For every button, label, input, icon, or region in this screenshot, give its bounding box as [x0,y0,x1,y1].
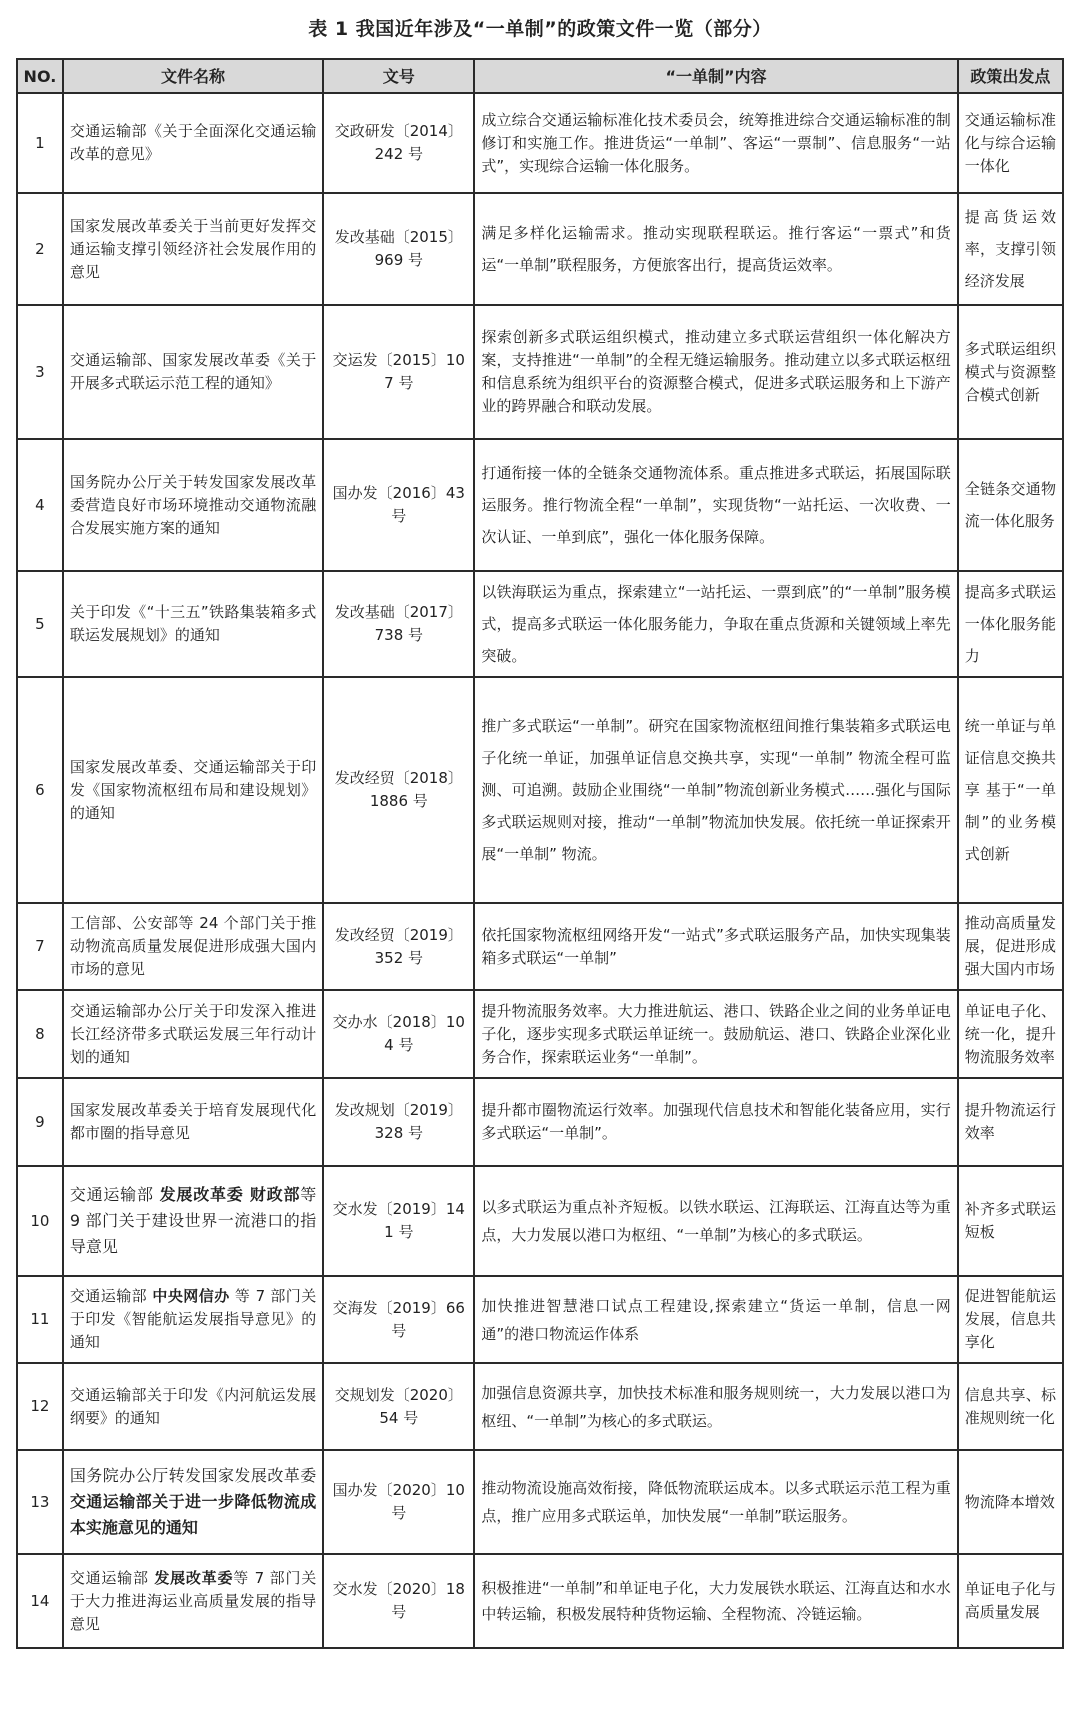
row-name: 国家发展改革委、交通运输部关于印发《国家物流枢纽布局和建设规划》的通知 [63,677,323,903]
row-basis: 信息共享、标准规则统一化 [958,1363,1063,1450]
row-basis: 促进智能航运发展，信息共享化 [958,1276,1063,1363]
row-no: 8 [17,990,63,1078]
row-basis: 推动高质量发展，促进形成强大国内市场 [958,903,1063,990]
row-basis: 补齐多式联运短板 [958,1166,1063,1276]
row-name [63,1276,323,1363]
row-content: 满足多样化运输需求。推动实现联程联运。推行客运“一票式”和货运“一单制”联程服务，方便旅客出行，提高货运效率。 [474,193,957,305]
header-name: 文件名称 [63,59,323,93]
policy-table [16,58,1064,1649]
row-number: 发改经贸〔2019〕352 号 [323,903,474,990]
row-name: 工信部、公安部等 24 个部门关于推动物流高质量发展促进形成强大国内市场的意见 [63,903,323,990]
row-number: 交水发〔2019〕141 号 [323,1166,474,1276]
row-basis: 提高多式联运一体化服务能力 [958,571,1063,677]
row-name-strong: 中央网信办 [152,1287,230,1305]
row-name: 国家发展改革委关于培育发展现代化都市圈的指导意见 [63,1078,323,1166]
row-no: 14 [17,1554,63,1648]
row-name-part: 交通运输部 [69,1568,155,1587]
header-basis: 政策出发点 [958,59,1063,93]
row-number: 交规划发〔2020〕54 号 [323,1363,474,1450]
row-name-part: 国务院办公厅转发国家发展改革委 [69,1466,317,1485]
row-basis: 交通运输标准化与综合运输一体化 [958,93,1063,193]
row-no: 3 [17,305,63,439]
row-number: 交运发〔2015〕107 号 [323,305,474,439]
row-number: 发改规划〔2019〕328 号 [323,1078,474,1166]
row-content: 提升物流服务效率。大力推进航运、港口、铁路企业之间的业务单证电子化，逐步实现多式联运单证统一。鼓励航运、港口、铁路企业深化业务合作，探索联运业务“一单制”。 [474,990,957,1078]
row-name [63,1554,323,1648]
table-row [17,1166,1063,1276]
row-name-part: 交通运输部 [69,1287,153,1305]
row-content: 提升都市圈物流运行效率。加强现代信息技术和智能化装备应用，实行多式联运“一单制”。 [474,1078,957,1166]
row-number: 交政研发〔2014〕242 号 [323,93,474,193]
table-row [17,1450,1063,1554]
row-number: 发改基础〔2017〕738 号 [323,571,474,677]
row-basis: 物流降本增效 [958,1450,1063,1554]
row-basis: 单证电子化与高质量发展 [958,1554,1063,1648]
row-no: 6 [17,677,63,903]
row-number: 国办发〔2016〕43 号 [323,439,474,571]
row-name-part: 交通运输部 [69,1185,160,1204]
table-row [17,1554,1063,1648]
table-row [17,439,1063,571]
row-basis: 统一单证与单证信息交换共享 基于“一单制”的业务模式创新 [958,677,1063,903]
row-name: 交通运输部办公厅关于印发深入推进长江经济带多式联运发展三年行动计划的通知 [63,990,323,1078]
row-no: 1 [17,93,63,193]
row-no: 9 [17,1078,63,1166]
row-basis: 提高货运效率，支撑引领经济发展 [958,193,1063,305]
row-content: 推广多式联运“一单制”。研究在国家物流枢纽间推行集装箱多式联运电子化统一单证，加强单证信息交换共享，实现“一单制” 物流全程可监测、可追溯。鼓励企业围绕“一单制”物流创新业务模式……强化与国际多式联运规则对接，推动“一单制”物流加快发展。依托统一单证探索开展“一单制” 物流。 [474,677,957,903]
row-content: 加强信息资源共享，加快技术标准和服务规则统一，大力发展以港口为枢纽、“一单制”为核心的多式联运。 [474,1363,957,1450]
row-content: 以多式联运为重点补齐短板。以铁水联运、江海联运、江海直达等为重点，大力发展以港口为枢纽、“一单制”为核心的多式联运。 [474,1166,957,1276]
row-no: 13 [17,1450,63,1554]
row-name: 关于印发《“十三五”铁路集装箱多式联运发展规划》的通知 [63,571,323,677]
table-row [17,193,1063,305]
table-row [17,990,1063,1078]
row-no: 7 [17,903,63,990]
row-no: 10 [17,1166,63,1276]
table-header-row [17,59,1063,93]
row-name-strong: 发展改革委 财政部 [159,1185,301,1204]
row-name-part: 等 7 部门关于大力推进海运业高质量发展的指导意见 [69,1568,317,1633]
row-number: 交办水〔2018〕104 号 [323,990,474,1078]
header-number: 文号 [323,59,474,93]
row-content: 依托国家物流枢纽网络开发“一站式”多式联运服务产品，加快实现集装箱多式联运“一单制” [474,903,957,990]
row-name: 交通运输部关于印发《内河航运发展纲要》的通知 [63,1363,323,1450]
table-row [17,903,1063,990]
header-no: NO. [17,59,63,93]
row-content: 打通衔接一体的全链条交通物流体系。重点推进多式联运，拓展国际联运服务。推行物流全程“一单制”，实现货物“一站托运、一次收费、一次认证、一单到底”，强化一体化服务保障。 [474,439,957,571]
row-number: 发改经贸〔2018〕1886 号 [323,677,474,903]
row-basis: 全链条交通物流一体化服务 [958,439,1063,571]
row-basis: 多式联运组织模式与资源整合模式创新 [958,305,1063,439]
table-row [17,1363,1063,1450]
row-content: 探索创新多式联运组织模式，推动建立多式联运营组织一体化解决方案，支持推进“一单制”的全程无缝运输服务。推动建立以多式联运枢纽和信息系统为组织平台的资源整合模式，促进多式联运服务和上下游产业的跨界融合和联动发展。 [474,305,957,439]
row-basis: 提升物流运行效率 [958,1078,1063,1166]
row-name: 交通运输部《关于全面深化交通运输改革的意见》 [63,93,323,193]
row-basis: 单证电子化、统一化，提升物流服务效率 [958,990,1063,1078]
row-content: 加快推进智慧港口试点工程建设,探索建立“货运一单制，信息一网通”的港口物流运作体系 [474,1276,957,1363]
row-name [63,1166,323,1276]
row-no: 5 [17,571,63,677]
row-no: 12 [17,1363,63,1450]
row-number: 交海发〔2019〕66 号 [323,1276,474,1363]
row-name: 交通运输部、国家发展改革委《关于开展多式联运示范工程的通知》 [63,305,323,439]
row-no: 4 [17,439,63,571]
row-name [63,1450,323,1554]
row-number: 发改基础〔2015〕969 号 [323,193,474,305]
row-no: 2 [17,193,63,305]
table-row [17,305,1063,439]
row-name-part: 等 9 部门关于建设世界一流港口的指导意见 [69,1185,317,1256]
row-name: 国务院办公厅关于转发国家发展改革委营造良好市场环境推动交通物流融合发展实施方案的通知 [63,439,323,571]
table-title: 表 1 我国近年涉及“一单制”的政策文件一览（部分） [308,18,772,40]
row-name-part: 等 7 部门关于印发《智能航运发展指导意见》的通知 [69,1287,317,1351]
row-no: 11 [17,1276,63,1363]
row-content: 推动物流设施高效衔接，降低物流联运成本。以多式联运示范工程为重点，推广应用多式联运单，加快发展“一单制”联运服务。 [474,1450,957,1554]
table-row [17,1078,1063,1166]
row-name-strong: 发展改革委 [154,1568,234,1587]
row-content: 以铁海联运为重点，探索建立“一站托运、一票到底”的“一单制”服务模式，提高多式联运一体化服务能力，争取在重点货源和关键领域上率先突破。 [474,571,957,677]
table-row [17,677,1063,903]
header-content: “一单制”内容 [474,59,957,93]
row-content: 积极推进“一单制”和单证电子化，大力发展铁水联运、江海直达和水水中转运输，积极发展特种货物运输、全程物流、冷链运输。 [474,1554,957,1648]
row-number: 交水发〔2020〕18 号 [323,1554,474,1648]
row-name: 国家发展改革委关于当前更好发挥交通运输支撑引领经济社会发展作用的意见 [63,193,323,305]
row-content: 成立综合交通运输标准化技术委员会，统筹推进综合交通运输标准的制修订和实施工作。推进货运“一单制”、客运“一票制”、信息服务“一站式”，实现综合运输一体化服务。 [474,93,957,193]
table-row [17,93,1063,193]
row-name-strong: 交通运输部关于进一步降低物流成本实施意见的通知 [69,1492,317,1537]
table-row [17,1276,1063,1363]
table-row [17,571,1063,677]
row-number: 国办发〔2020〕10 号 [323,1450,474,1554]
